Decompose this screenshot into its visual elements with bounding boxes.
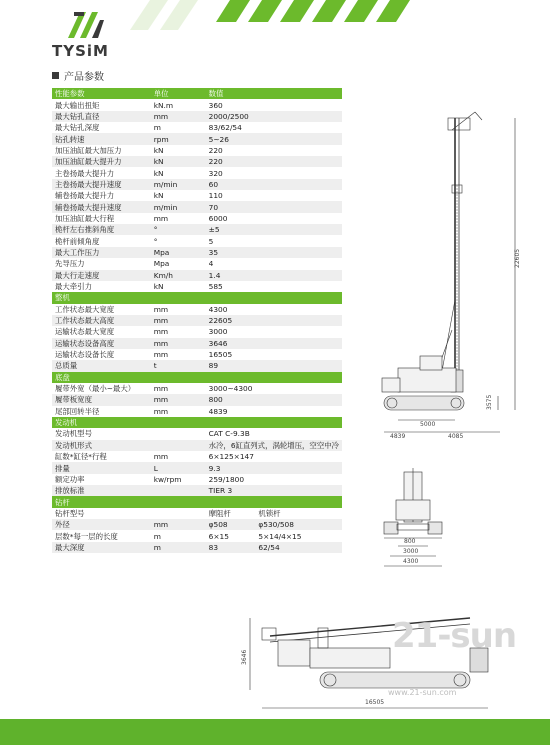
- param-name: 加压油缸最大加压力: [55, 145, 122, 155]
- param-name: 缸数*缸径*行程: [55, 452, 107, 462]
- dim-side-mid: 5000: [420, 421, 436, 428]
- param-value: 6000: [208, 213, 228, 223]
- param-value: 83/62/54: [208, 123, 242, 133]
- param-unit: mm: [151, 111, 206, 122]
- param-value: 585: [208, 282, 223, 292]
- param-value: 水冷，6缸直列式，涡轮增压，空空中冷: [206, 440, 342, 451]
- param-value: 3000: [208, 327, 228, 337]
- param-unit: mm: [151, 519, 206, 530]
- param-name: 主卷扬最大提升力: [55, 168, 115, 178]
- param-name: 总质量: [52, 360, 151, 371]
- dim-transport-length: 16505: [365, 699, 385, 706]
- param-value: 35: [206, 247, 342, 258]
- param-name: 工作状态最大高度: [52, 315, 151, 326]
- param-name: 最大工作压力: [52, 247, 151, 258]
- param-unit: m: [151, 542, 206, 553]
- param-value: 22605: [206, 315, 342, 326]
- param-unit: °: [151, 224, 206, 235]
- param-value: 6×15: [208, 531, 229, 541]
- dim-front-track: 800: [404, 538, 416, 545]
- param-unit: mm: [153, 304, 169, 314]
- param-name: 辅卷扬最大提升速度: [52, 201, 151, 212]
- param-unit: t: [151, 360, 206, 371]
- param-value: TIER 3: [206, 485, 342, 496]
- param-unit: mm: [151, 315, 206, 326]
- param-value: 9.3: [206, 462, 342, 473]
- param-value-2: φ530/508: [255, 519, 342, 530]
- param-name: 钻杆型号: [55, 508, 85, 518]
- dim-side-front: 4085: [448, 433, 464, 440]
- category-label: 底盘: [52, 372, 342, 383]
- param-unit: kN: [153, 168, 164, 178]
- side-view-drawing: [382, 112, 515, 432]
- header-param: 性能参数: [52, 88, 151, 99]
- param-value: ±5: [206, 224, 342, 235]
- param-name: 最大深度: [52, 542, 151, 553]
- param-name: 桅杆前倾角度: [55, 236, 100, 246]
- watermark-text: 21-sun: [392, 616, 517, 656]
- category-label: 整机: [52, 292, 342, 303]
- param-name: 排放标准: [52, 485, 151, 496]
- dim-front-min: 3000: [403, 548, 419, 555]
- watermark-subtext: www.21-sun.com: [388, 688, 457, 697]
- param-name: 加压油缸最大提升力: [52, 156, 151, 167]
- param-unit: mm: [151, 394, 206, 405]
- footer-bar: [0, 719, 550, 745]
- param-name: 尾部回转半径: [55, 406, 100, 416]
- header-value: 数值: [206, 88, 342, 99]
- param-value: 320: [208, 168, 223, 178]
- param-value: 800: [206, 394, 342, 405]
- param-name: 工作状态最大宽度: [55, 304, 115, 314]
- param-value: 220: [208, 145, 223, 155]
- param-unit: m/min: [151, 201, 206, 212]
- param-unit: Mpa: [153, 259, 170, 269]
- param-name: 加压油缸最大行程: [55, 213, 115, 223]
- param-name: 外径: [52, 519, 151, 530]
- param-name: 履带外宽（最小~最大）: [55, 384, 136, 394]
- dim-front-max: 4300: [403, 558, 419, 565]
- param-unit: kN: [153, 145, 164, 155]
- category-label: 发动机: [52, 417, 342, 428]
- param-unit: mm: [153, 327, 169, 337]
- param-name: 最大钻孔深度: [55, 123, 100, 133]
- param-name: 发动机形式: [52, 440, 151, 451]
- param-unit: mm: [153, 406, 169, 416]
- param-unit: °: [153, 236, 158, 246]
- category-label: 钻杆: [52, 496, 342, 507]
- param-value: 6×125×147: [208, 452, 254, 462]
- param-value: 70: [206, 201, 342, 212]
- param-name: 履带板宽度: [52, 394, 151, 405]
- param-value: 4300: [208, 304, 228, 314]
- param-value: 3646: [206, 338, 342, 349]
- param-name: 层数*每一层的长度: [55, 531, 118, 541]
- param-unit: rpm: [151, 133, 206, 144]
- dim-side-low: 3575: [486, 394, 493, 410]
- param-name: 主卷扬最大提升速度: [52, 179, 151, 190]
- dim-side-tail: 4839: [390, 433, 406, 440]
- brand-name: TYSiM: [52, 42, 109, 60]
- param-name: 最大输出扭矩: [55, 100, 100, 110]
- param-name: 额定功率: [55, 474, 85, 484]
- param-unit: kw/rpm: [153, 474, 182, 484]
- param-unit: kN: [153, 191, 164, 201]
- param-name: 辅卷扬最大提升力: [55, 191, 115, 201]
- param-value: 16505: [208, 350, 233, 360]
- param-name: 先导压力: [55, 259, 85, 269]
- param-unit: mm: [151, 338, 206, 349]
- param-value: 220: [206, 156, 342, 167]
- param-name: 运输状态设备长度: [55, 350, 115, 360]
- param-name: 钻孔转速: [52, 133, 151, 144]
- param-unit: m: [153, 123, 161, 133]
- param-unit: kN: [151, 156, 206, 167]
- param-unit: kN.m: [153, 100, 174, 110]
- param-value: CAT C-9.3B: [208, 429, 250, 439]
- param-unit: L: [151, 462, 206, 473]
- param-value: 2000/2500: [206, 111, 342, 122]
- param-value: 摩阻杆: [208, 508, 231, 518]
- param-name: 最大牵引力: [55, 282, 92, 292]
- param-name: 发动机型号: [55, 429, 92, 439]
- param-value: 4839: [208, 406, 228, 416]
- param-value: 1.4: [206, 270, 342, 281]
- param-unit: mm: [153, 350, 169, 360]
- param-unit: mm: [153, 384, 169, 394]
- param-unit: m: [153, 531, 161, 541]
- param-value-2: 机锁杆: [258, 508, 281, 518]
- param-value: 5~26: [206, 133, 342, 144]
- param-unit: m/min: [151, 179, 206, 190]
- param-name: 运输状态设备高度: [52, 338, 151, 349]
- param-value: 4: [208, 259, 214, 269]
- param-value-2: 62/54: [255, 542, 342, 553]
- param-name: 运输状态最大宽度: [55, 327, 115, 337]
- dim-side-height: 22605: [514, 248, 521, 268]
- param-unit: mm: [153, 213, 169, 223]
- param-value: 259/1800: [208, 474, 245, 484]
- param-value: 110: [208, 191, 223, 201]
- param-value: 5: [208, 236, 214, 246]
- param-value: φ508: [206, 519, 256, 530]
- param-unit: mm: [153, 452, 169, 462]
- dim-transport-height: 3646: [241, 649, 248, 665]
- param-value: 3000~4300: [208, 384, 253, 394]
- param-unit: Km/h: [151, 270, 206, 281]
- param-name: 桅杆左右推斜角度: [52, 224, 151, 235]
- param-value: 89: [206, 360, 342, 371]
- param-unit: kN: [153, 282, 164, 292]
- section-title-text: 产品参数: [64, 72, 104, 83]
- param-name: 排量: [52, 462, 151, 473]
- param-value: 83: [206, 542, 256, 553]
- param-value: 360: [208, 100, 223, 110]
- param-name: 最大行走速度: [52, 270, 151, 281]
- param-name: 最大钻孔直径: [52, 111, 151, 122]
- param-unit: Mpa: [151, 247, 206, 258]
- param-value: 60: [206, 179, 342, 190]
- param-value-2: 5×14/4×15: [258, 531, 302, 541]
- header-unit: 单位: [151, 88, 206, 99]
